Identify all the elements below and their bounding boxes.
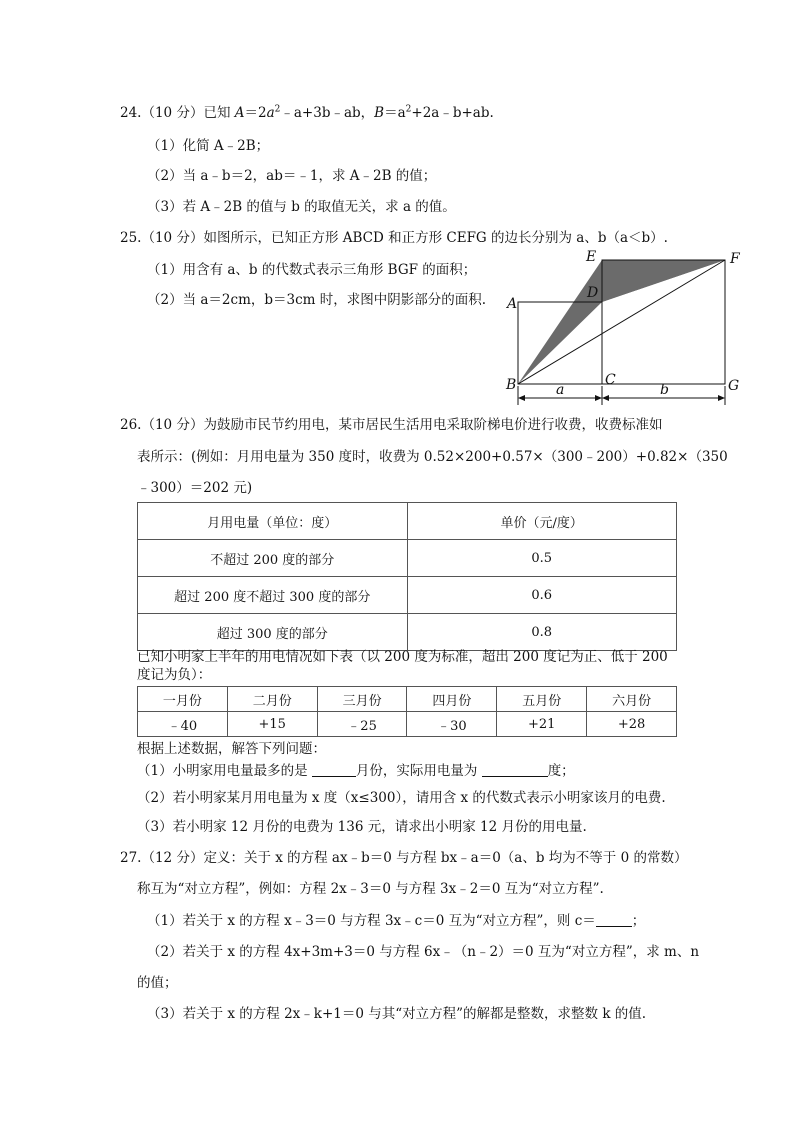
q26-question-intro: 根据上述数据，解答下列问题： [137, 741, 326, 757]
q26-stem-3: ﹣300）＝202 元) [137, 480, 253, 496]
q26-part1-a: （1）小明家用电量最多的是 [137, 763, 308, 779]
table-header: 六月份 [587, 687, 677, 712]
q26-intro-2: 度记为负）： [137, 667, 212, 683]
table-header: 月用电量（单位：度） [138, 503, 408, 540]
q27-part1-a: （1）若关于 x 的方程 x﹣3＝0 与方程 3x﹣c＝0 互为“对立方程”，则 c＝ [147, 913, 596, 929]
table-header: 五月份 [497, 687, 587, 712]
q26-part1-c: 度； [547, 763, 575, 779]
q24-rest2: +2a﹣b+ab. [411, 105, 494, 121]
q27-part3: （3）若关于 x 的方程 2x﹣k+1＝0 与其“对立方程”的解都是整数，求整数 k 的值. [147, 1006, 647, 1022]
arrow-right-a [595, 395, 602, 401]
table-cell: +21 [497, 712, 587, 737]
q24-prefix: 24.（10 分）已知 [120, 105, 235, 121]
table-cell: +28 [587, 712, 677, 737]
q26-intro-1: 已知小明家上半年的用电情况如下表（以 200 度为标准，超出 200 度记为正、低于 200 [137, 649, 668, 665]
table-header: 四月份 [407, 687, 497, 712]
label-G: G [728, 378, 740, 394]
q24-var-B: B [374, 105, 385, 121]
label-b: b [660, 382, 669, 398]
table-row [138, 712, 677, 737]
q24-sup: 2 [274, 104, 281, 115]
q27-part1-b: ； [631, 913, 646, 929]
q26-part1-b: 月份，实际用电量为 [355, 763, 478, 779]
table-cell: 0.8 [407, 614, 677, 651]
q24-var-A: A [234, 105, 245, 121]
q27-stem-1: 27.（12 分）定义：关于 x 的方程 ax﹣b＝0 与方程 bx﹣a＝0（a、b 均为不等于 0 的常数） [120, 850, 688, 866]
label-a: a [556, 382, 565, 398]
table-header: 二月份 [227, 687, 317, 712]
label-D: D [587, 285, 599, 301]
q24-sup2: 2 [405, 104, 412, 115]
table-cell: 0.6 [407, 577, 677, 614]
table-row [138, 614, 677, 651]
table-cell: ﹣30 [407, 712, 497, 737]
q25-part1: （1）用含有 a、b 的代数式表示三角形 BGF 的面积； [147, 262, 477, 278]
q24-part1: （1）化简 A﹣2B； [147, 138, 270, 154]
q26-part2: （2）若小明家某月用电量为 x 度（x≤300），请用含 x 的代数式表示小明家该月的电费. [137, 790, 666, 806]
table-cell: 超过 300 度的部分 [138, 614, 408, 651]
table-cell: 不超过 200 度的部分 [138, 540, 408, 577]
answer-blank[interactable] [596, 912, 632, 927]
table-cell: 0.5 [407, 540, 677, 577]
q26-stem-2: 表所示：(例如：月用电量为 350 度时，收费为 0.52×200+0.57×（300﹣200）+0.82×（350 [137, 449, 728, 465]
usage-table [137, 686, 677, 737]
table-cell: ﹣25 [317, 712, 407, 737]
squares-figure [500, 243, 750, 413]
q24-part2: （2）当 a﹣b＝2，ab＝﹣1，求 A﹣2B 的值； [147, 168, 437, 184]
q25-part2: （2）当 a＝2cm，b＝3cm 时，求图中阴影部分的面积. [147, 292, 487, 308]
table-cell: 超过 200 度不超过 300 度的部分 [138, 577, 408, 614]
q24-part3: （3）若 A﹣2B 的值与 b 的取值无关，求 a 的值。 [147, 199, 456, 215]
table-row [138, 503, 677, 540]
table-row [138, 687, 677, 712]
shaded-region-upper [602, 260, 725, 302]
table-row [138, 577, 677, 614]
arrow-right-b [718, 395, 725, 401]
label-B: B [506, 377, 517, 393]
table-header: 三月份 [317, 687, 407, 712]
q27-stem-2: 称互为“对立方程”，例如：方程 2x﹣3＝0 与方程 3x﹣2＝0 互为“对立方程”. [137, 881, 604, 897]
label-E: E [586, 249, 597, 265]
label-F: F [730, 251, 740, 267]
q27-part2-2: 的值； [137, 975, 178, 991]
table-cell: +15 [227, 712, 317, 737]
table-header: 单价（元/度） [407, 503, 677, 540]
label-A: A [507, 296, 518, 312]
q26-part1 [137, 762, 575, 780]
q26-part3: （3）若小明家 12 月份的电费为 136 元，请求出小明家 12 月份的用电量. [137, 819, 587, 835]
table-header: 一月份 [138, 687, 228, 712]
table-row [138, 540, 677, 577]
q24-stem [120, 104, 494, 122]
q24-rest1: ﹣a+3b﹣ab， [280, 105, 375, 121]
answer-blank[interactable] [482, 762, 548, 777]
q24-eq1: ＝2 [244, 105, 267, 121]
arrow-left-b [602, 395, 609, 401]
q25-stem: 25.（10 分）如图所示，已知正方形 ABCD 和正方形 CEFG 的边长分别为 a、b（a＜b）. [120, 230, 668, 246]
table-cell: ﹣40 [138, 712, 228, 737]
q26-stem-1: 26.（10 分）为鼓励市民节约用电，某市居民生活用电采取阶梯电价进行收费，收费标准如 [120, 417, 663, 433]
q27-part1 [147, 912, 645, 930]
label-C: C [605, 372, 616, 388]
q24-eq2: ＝a [384, 105, 406, 121]
answer-blank[interactable] [312, 762, 356, 777]
q24-var-a: a [266, 105, 275, 121]
arrow-left-a [518, 395, 525, 401]
price-table [137, 502, 677, 651]
q27-part2-1: （2）若关于 x 的方程 4x+3m+3＝0 与方程 6x﹣（n﹣2）＝0 互为“对立方程”，求 m、n [147, 944, 700, 960]
